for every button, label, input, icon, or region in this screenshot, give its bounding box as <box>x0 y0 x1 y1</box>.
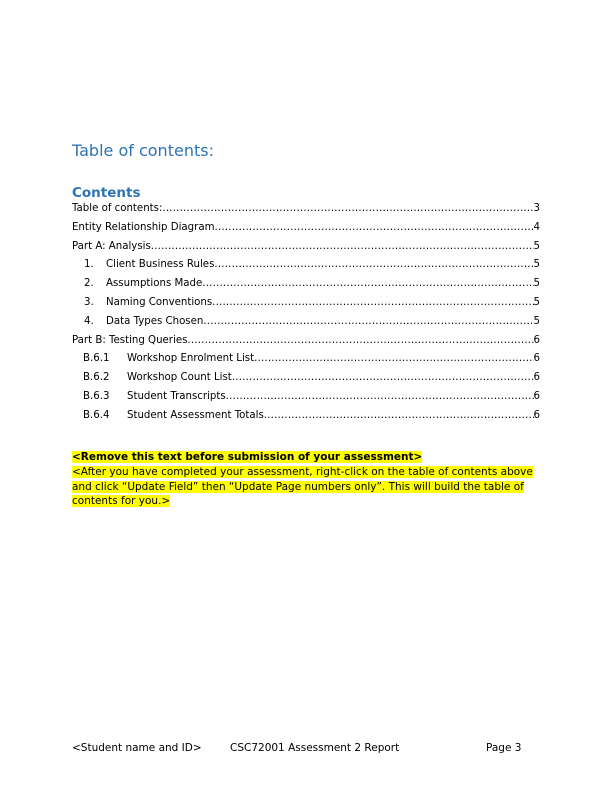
toc-entry-number: B.6.1 <box>83 353 110 365</box>
toc-entry-title: Assumptions Made <box>106 278 203 290</box>
toc-entry-number: B.6.3 <box>83 390 110 402</box>
toc-leader <box>162 203 533 214</box>
toc-entry-number: B.6.4 <box>83 409 110 421</box>
toc-entry-title: Student Transcripts <box>127 390 226 402</box>
toc-entry[interactable] <box>72 222 540 241</box>
toc-leader <box>214 259 533 270</box>
toc-entry-number: 1. <box>84 259 94 271</box>
toc-entry-page: 6 <box>533 390 540 402</box>
toc-entry-number: B.6.2 <box>83 372 110 384</box>
toc-entry-number: 3. <box>84 296 94 308</box>
footer-report-title: CSC72001 Assessment 2 Report <box>230 742 400 754</box>
toc-entry-title: Entity Relationship Diagram <box>72 221 215 233</box>
toc-entry[interactable] <box>72 278 540 297</box>
toc-entry-page: 5 <box>533 259 540 271</box>
toc-leader <box>202 278 533 289</box>
toc-leader <box>264 410 534 421</box>
instruction-note-title: <Remove this text before submission of your assessment> <box>72 451 423 463</box>
page-footer <box>72 742 540 756</box>
toc-entry-number: 2. <box>84 278 94 290</box>
toc-entry[interactable] <box>72 297 540 316</box>
toc-entry[interactable] <box>72 259 540 278</box>
toc-entry[interactable] <box>72 335 540 354</box>
toc-entry-page: 5 <box>533 315 540 327</box>
toc-entry[interactable] <box>72 241 540 260</box>
toc-entry-title: Student Assessment Totals <box>127 409 264 421</box>
toc-entry-page: 5 <box>533 278 540 290</box>
toc-leader <box>203 316 533 327</box>
page-title: Table of contents: <box>72 141 214 160</box>
toc-leader <box>212 297 533 308</box>
toc-entry-title: Client Business Rules <box>106 259 215 271</box>
instruction-note-body: <After you have completed your assessment, right-click on the table of contents above and click “Update Field” then “Update Page numbers only”. This will build the table of contents for you.> <box>72 465 533 508</box>
toc-entry-page: 6 <box>533 409 540 421</box>
table-of-contents <box>72 203 540 429</box>
toc-entry-page: 6 <box>533 334 540 346</box>
toc-entry-title: Part B: Testing Queries <box>72 334 188 346</box>
toc-entry-title: Part A: Analysis <box>72 240 151 252</box>
toc-leader <box>254 353 533 364</box>
toc-entry-page: 3 <box>533 203 540 214</box>
toc-leader <box>151 241 534 252</box>
footer-student-info: <Student name and ID> <box>72 742 202 754</box>
toc-entry-number: 4. <box>84 315 94 327</box>
toc-entry-title: Data Types Chosen <box>106 315 204 327</box>
footer-page-number: Page 3 <box>486 742 522 754</box>
toc-entry[interactable] <box>72 353 540 372</box>
toc-entry-page: 4 <box>533 221 540 233</box>
toc-entry-title: Workshop Count List <box>127 372 232 384</box>
toc-entry[interactable] <box>72 316 540 335</box>
toc-leader <box>215 222 534 233</box>
toc-entry-page: 5 <box>533 296 540 308</box>
toc-entry-page: 6 <box>533 353 540 365</box>
toc-entry[interactable] <box>72 203 540 222</box>
toc-entry-title: Workshop Enrolment List <box>127 353 255 365</box>
toc-entry-title: Naming Conventions <box>106 296 213 308</box>
toc-entry[interactable] <box>72 372 540 391</box>
toc-entry[interactable] <box>72 410 540 429</box>
instruction-note <box>72 450 542 509</box>
toc-leader <box>187 335 533 346</box>
toc-title: Contents <box>72 185 141 201</box>
toc-entry-title: Table of contents: <box>72 203 163 214</box>
toc-leader <box>232 372 534 383</box>
toc-leader <box>226 391 534 402</box>
toc-entry-page: 6 <box>533 372 540 384</box>
toc-entry-page: 5 <box>533 240 540 252</box>
toc-entry[interactable] <box>72 391 540 410</box>
